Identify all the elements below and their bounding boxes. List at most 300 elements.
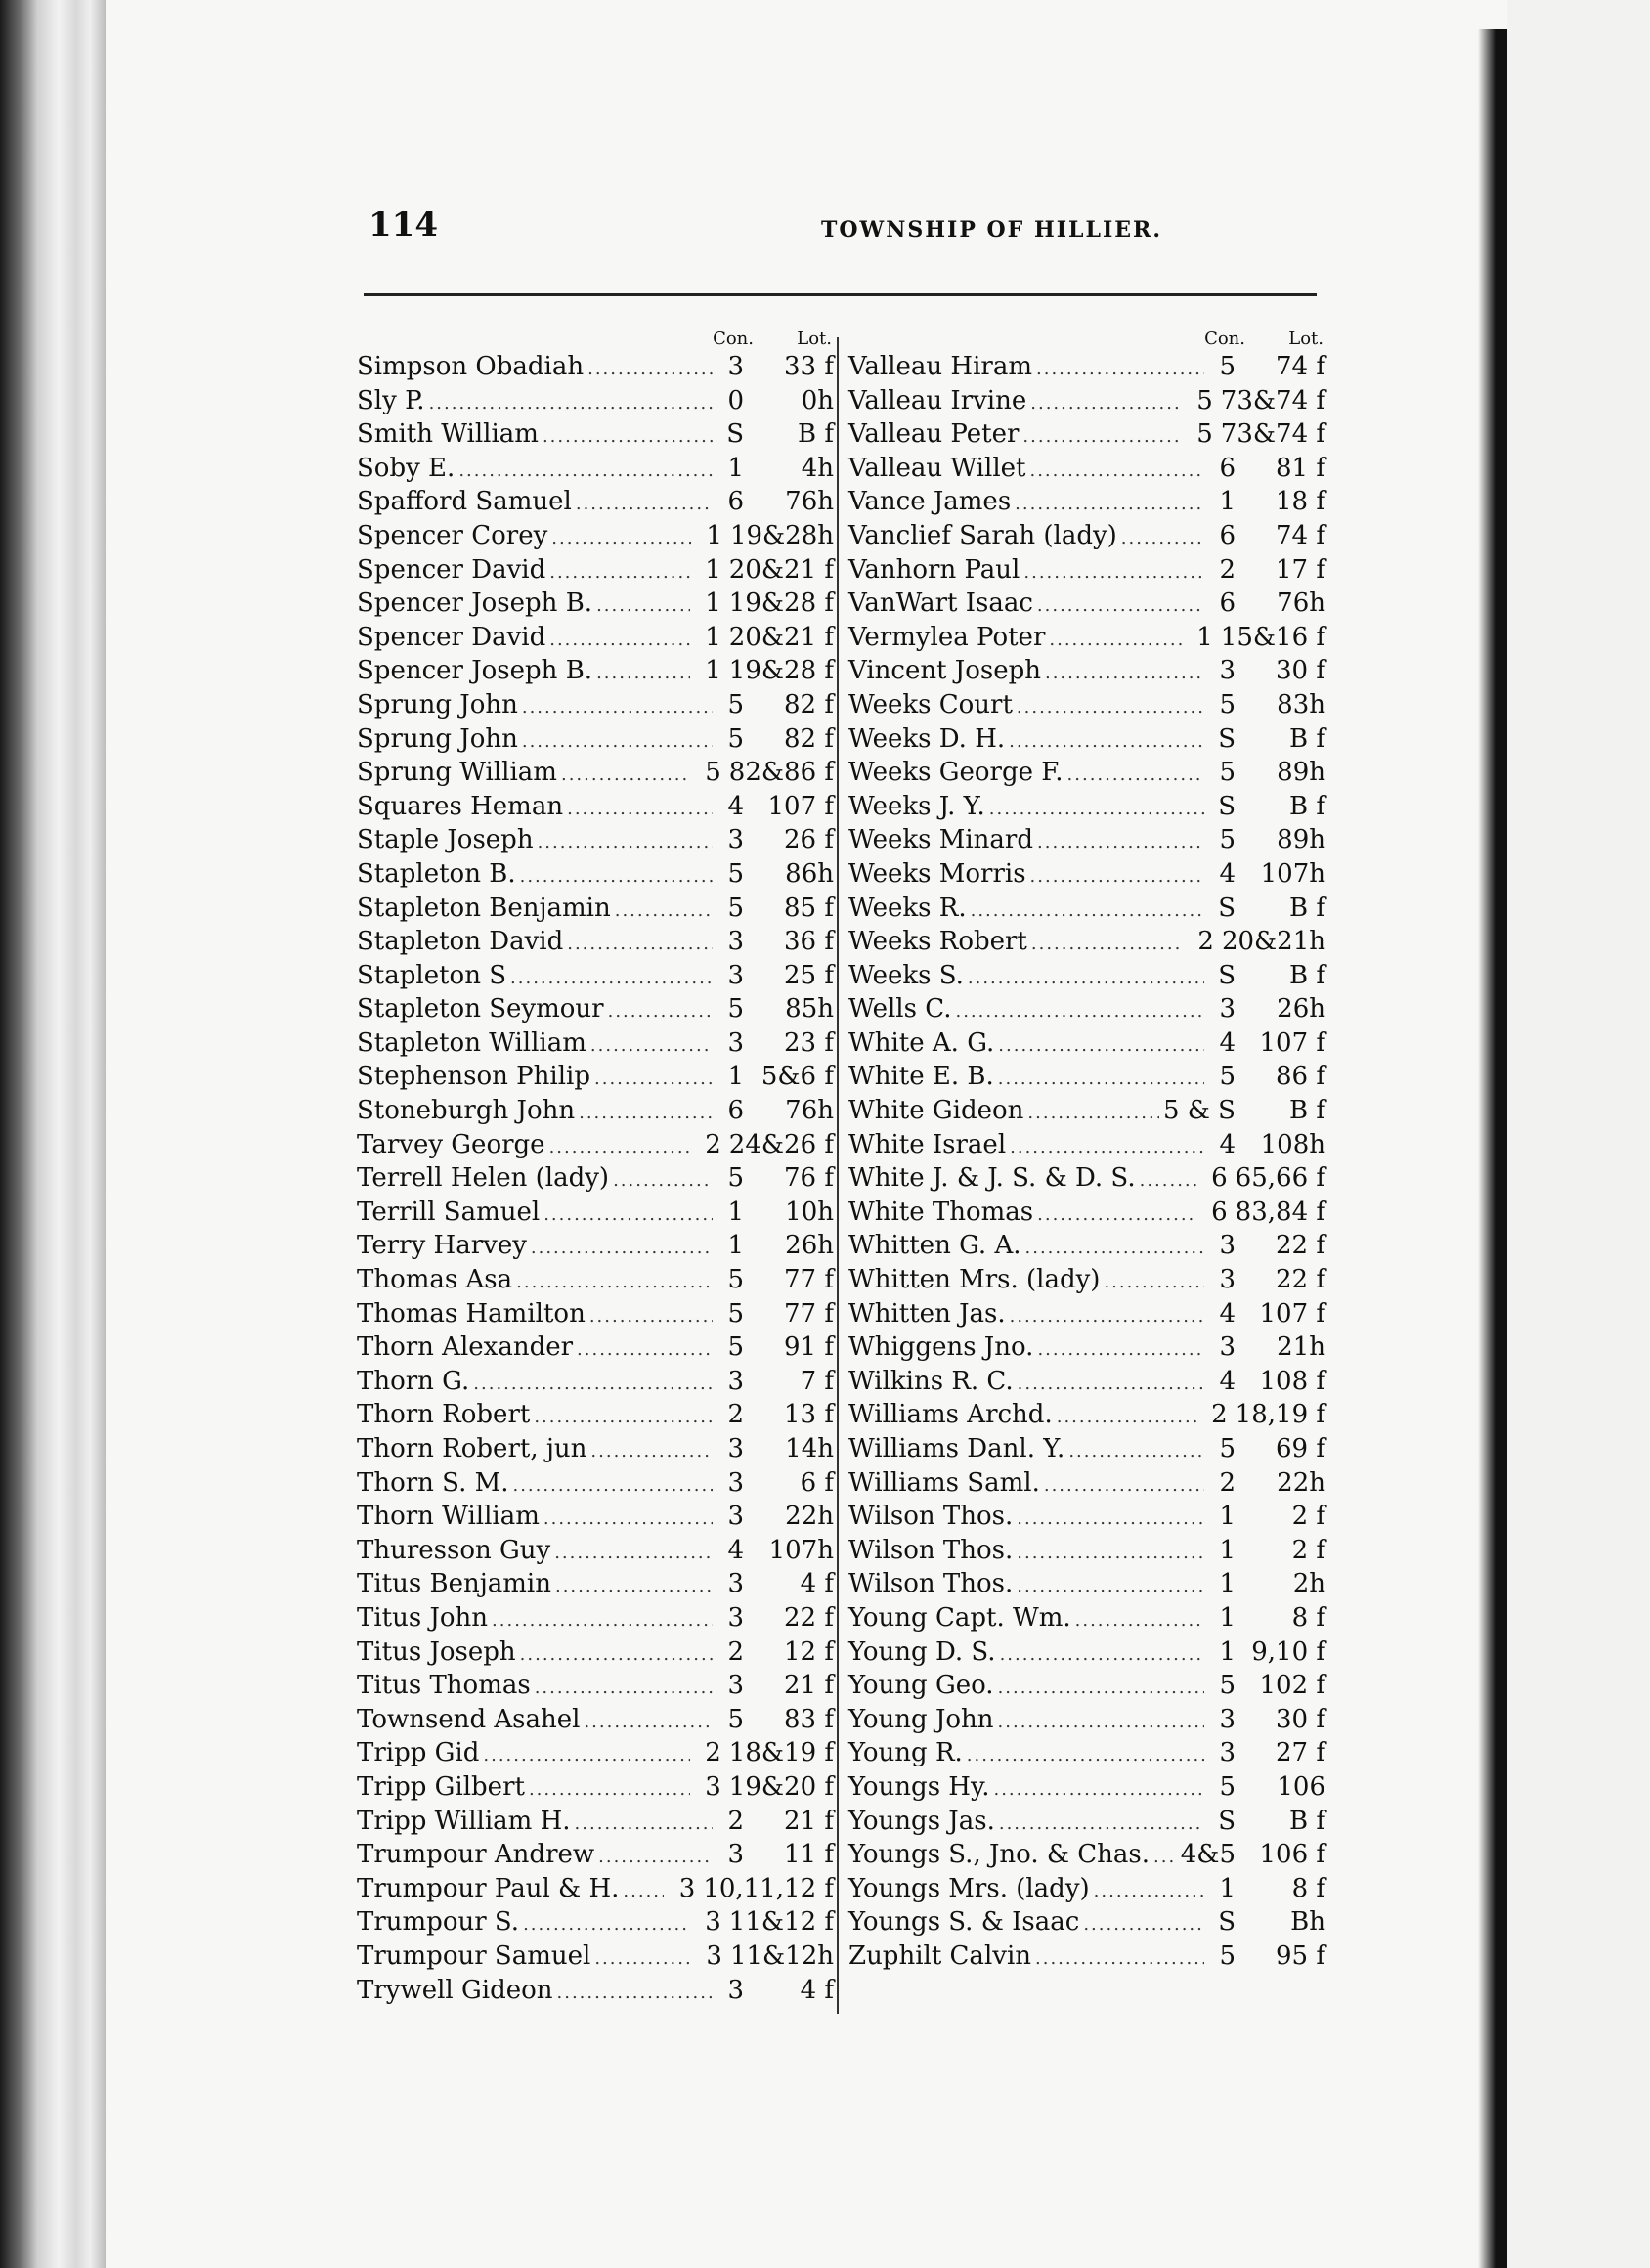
entry-name: White Gideon <box>848 1096 1024 1126</box>
entry-name: Spencer Joseph B. <box>357 656 593 686</box>
leader-dots <box>1067 759 1204 793</box>
entry-concession: 3 <box>1219 1332 1236 1363</box>
list-item <box>848 1703 1325 1737</box>
entry-concession: 3 <box>1219 1704 1236 1734</box>
list-item <box>357 1669 834 1703</box>
entry-name: Sprung John <box>357 689 518 720</box>
leader-dots <box>1009 725 1204 760</box>
entry-name: Stapleton Seymour <box>357 994 604 1025</box>
entry-concession: 6 <box>1211 1163 1228 1194</box>
list-item <box>357 350 834 384</box>
entry-concession: 3 <box>727 1366 744 1396</box>
entry-name: Young Geo. <box>848 1671 994 1701</box>
entry-concession: 5 <box>727 723 744 754</box>
list-item <box>357 857 834 892</box>
entry-concession: 6 <box>1211 1197 1228 1227</box>
leader-dots <box>551 522 691 556</box>
entry-concession: 4 <box>727 791 744 821</box>
entry-concession: 1 <box>727 1197 744 1227</box>
entry-lot: 26h <box>1277 994 1325 1025</box>
list-item <box>357 1736 834 1770</box>
entry-name: Weeks Robert <box>848 927 1027 957</box>
entry-lot: 27 f <box>1276 1738 1325 1768</box>
leader-dots <box>615 894 713 929</box>
list-item <box>848 892 1325 926</box>
entry-concession: 1 <box>1219 1602 1236 1633</box>
list-item <box>848 1669 1325 1703</box>
entry-concession: 3 <box>727 1434 744 1463</box>
entry-lot: 8 f <box>1291 1873 1325 1903</box>
entry-lot: 106 f <box>1259 1840 1325 1870</box>
entry-name: Titus Joseph <box>357 1636 516 1667</box>
list-item <box>848 790 1325 824</box>
entry-concession: 5 <box>727 1163 744 1194</box>
list-item <box>357 452 834 486</box>
entry-concession: 3 <box>727 825 744 855</box>
entry-lot: 18 f <box>1276 487 1325 517</box>
list-item <box>357 621 834 655</box>
entry-name: White Israel <box>848 1129 1007 1159</box>
leader-dots <box>587 353 713 387</box>
entry-lot: 19&28 f <box>728 589 834 619</box>
list-item <box>357 1601 834 1636</box>
page-title: TOWNSHIP OF HILLIER. <box>821 217 1162 242</box>
entry-lot: 89h <box>1277 825 1325 855</box>
leader-dots <box>523 1908 690 1942</box>
leader-dots <box>1035 1942 1204 1977</box>
leader-dots <box>1010 1300 1204 1334</box>
leader-dots <box>1044 1469 1204 1504</box>
entry-concession: 5 & S <box>1162 1096 1236 1126</box>
entry-concession: 5 <box>1196 385 1213 415</box>
entry-concession: 5 <box>727 858 744 889</box>
leader-dots <box>1036 353 1204 387</box>
leader-dots <box>1017 1570 1204 1604</box>
entry-name: Weeks Court <box>848 689 1013 720</box>
list-item <box>848 1297 1325 1331</box>
leader-dots <box>429 387 713 421</box>
entry-lot: 10,11,12 f <box>703 1873 834 1903</box>
entry-concession: 2 <box>1197 927 1214 957</box>
list-item <box>357 1398 834 1432</box>
column-header <box>357 328 834 350</box>
entry-lot: 6 f <box>800 1467 834 1498</box>
entry-lot: 17 f <box>1276 554 1325 585</box>
list-item <box>848 1534 1325 1568</box>
leader-dots <box>598 1841 713 1875</box>
entry-lot: 77 f <box>784 1298 834 1329</box>
entry-concession: 1 <box>727 453 744 483</box>
entry-concession: 1 <box>706 520 722 550</box>
entry-lot: 20&21 f <box>728 622 834 652</box>
entry-lot: B f <box>1289 723 1325 754</box>
list-item <box>848 1432 1325 1466</box>
entry-concession: 5 <box>727 689 744 720</box>
list-item <box>357 1838 834 1872</box>
entry-concession: 5 <box>727 1298 744 1329</box>
entry-name: Youngs Jas. <box>848 1806 995 1836</box>
list-item <box>357 1500 834 1534</box>
entry-name: Titus Benjamin <box>357 1569 551 1599</box>
entry-concession: 4&5 <box>1180 1840 1236 1870</box>
leader-dots <box>554 1537 713 1571</box>
leader-dots <box>998 1063 1204 1097</box>
entry-lot: B f <box>1289 960 1325 990</box>
entry-lot: 5&6 f <box>760 1062 834 1092</box>
list-item <box>357 1196 834 1230</box>
entry-name: Williams Saml. <box>848 1467 1040 1498</box>
entry-name: Young Capt. Wm. <box>848 1602 1071 1633</box>
list-item <box>848 1263 1325 1297</box>
entry-concession: 0 <box>727 385 744 415</box>
entry-lot: 26 f <box>784 825 834 855</box>
leader-dots <box>1049 624 1181 658</box>
entry-concession: S <box>1218 1806 1236 1836</box>
leader-dots <box>567 793 713 827</box>
entry-name: Smith William <box>357 419 539 450</box>
entry-name: Tripp William H. <box>357 1806 571 1836</box>
entry-concession: 3 <box>727 1502 744 1532</box>
list-item <box>357 384 834 418</box>
leader-dots <box>971 894 1204 929</box>
list-item <box>848 1094 1325 1128</box>
header-rule <box>364 293 1317 296</box>
entry-name: Sprung John <box>357 723 518 754</box>
leader-dots <box>1057 1401 1196 1435</box>
entry-concession: 2 <box>705 1738 721 1768</box>
entry-concession: 5 <box>1219 1434 1236 1463</box>
list-item <box>848 959 1325 993</box>
entry-lot: 85 f <box>784 893 834 923</box>
entry-concession: 6 <box>1219 520 1236 550</box>
leader-dots <box>1015 488 1204 522</box>
entry-name: Valleau Hiram <box>848 352 1032 381</box>
entry-lot: 21h <box>1277 1332 1325 1363</box>
entry-concession: 5 <box>705 758 721 788</box>
lot-header: Lot. <box>1288 328 1324 349</box>
leader-dots <box>577 1333 713 1368</box>
left-column <box>357 328 834 2007</box>
list-item <box>848 1466 1325 1501</box>
entry-concession: 3 <box>706 1941 722 1971</box>
leader-dots <box>1037 826 1204 860</box>
entry-concession: 5 <box>727 994 744 1025</box>
entry-name: Thorn William <box>357 1502 540 1532</box>
list-item <box>357 1365 834 1399</box>
entry-lot: 86 f <box>1276 1062 1325 1092</box>
entry-name: Spencer David <box>357 554 546 585</box>
entry-concession: 3 <box>1219 1265 1236 1295</box>
entry-lot: 8 f <box>1291 1602 1325 1633</box>
list-item <box>357 688 834 722</box>
entry-lot: 13 f <box>784 1400 834 1430</box>
right-column <box>848 328 1325 1974</box>
entry-lot: 4 f <box>800 1975 834 2005</box>
con-header: Con. <box>1204 328 1245 349</box>
entry-lot: 74 f <box>1276 520 1325 550</box>
entry-lot: 102 f <box>1259 1671 1325 1701</box>
list-item <box>357 959 834 993</box>
entry-lot: 106 <box>1277 1771 1325 1802</box>
list-item <box>848 1940 1325 1974</box>
list-item <box>848 587 1325 621</box>
entry-lot: 15&16 f <box>1220 622 1325 652</box>
leader-dots <box>1037 1333 1204 1368</box>
entry-lot: B f <box>1289 791 1325 821</box>
leader-dots <box>520 860 713 894</box>
entry-name: Tarvey George <box>357 1129 545 1159</box>
entry-lot: 107 f <box>1259 1027 1325 1058</box>
entry-lot: B f <box>798 419 834 450</box>
list-item <box>357 1905 834 1940</box>
leader-dots <box>579 1097 713 1131</box>
page-number: 114 <box>369 205 438 244</box>
entry-lot: 107 f <box>767 791 834 821</box>
entry-lot: 20&21 f <box>728 554 834 585</box>
entry-concession: 4 <box>1219 1298 1236 1329</box>
leader-dots <box>1068 1435 1204 1469</box>
list-item <box>848 654 1325 688</box>
entry-concession: 3 <box>727 1975 744 2005</box>
leader-dots <box>590 1029 713 1064</box>
leader-dots <box>613 1164 713 1199</box>
entry-name: Stapleton B. <box>357 858 516 889</box>
leader-dots <box>538 826 713 860</box>
list-item <box>848 1128 1325 1162</box>
leader-dots <box>1094 1875 1204 1909</box>
entry-lot: 2h <box>1292 1569 1325 1599</box>
list-item <box>357 1974 834 2008</box>
entry-name: Thorn S. M. <box>357 1467 509 1498</box>
entry-lot: 33 f <box>784 352 834 381</box>
entry-lot: 22 f <box>1276 1231 1325 1261</box>
entry-concession: 4 <box>1219 1366 1236 1396</box>
list-item <box>848 1196 1325 1230</box>
leader-dots <box>594 1942 691 1977</box>
leader-dots <box>1025 1232 1205 1266</box>
entry-name: Trumpour Samuel <box>357 1941 591 1971</box>
entry-name: Trywell Gideon <box>357 1975 553 2005</box>
entry-lot: 107h <box>1260 858 1325 889</box>
leader-dots <box>520 1638 713 1673</box>
entry-name: Zuphilt Calvin <box>848 1941 1032 1971</box>
leader-dots <box>1022 420 1181 455</box>
entry-name: Weeks R. <box>848 893 967 923</box>
entry-name: Stephenson Philip <box>357 1062 591 1092</box>
leader-dots <box>1017 691 1204 725</box>
entry-concession: 1 <box>705 622 721 652</box>
leader-dots <box>522 691 713 725</box>
list-item <box>848 823 1325 857</box>
entry-name: Terrell Helen (lady) <box>357 1163 610 1194</box>
leader-dots <box>1104 1266 1204 1300</box>
entry-lot: 83h <box>1277 689 1325 720</box>
entry-lot: 22h <box>1277 1467 1325 1498</box>
entry-concession: 3 <box>727 1027 744 1058</box>
entry-name: Youngs S., Jno. & Chas. <box>848 1840 1151 1870</box>
entry-concession: 2 <box>705 1129 721 1159</box>
entry-lot: 77 f <box>784 1265 834 1295</box>
entry-name: Trumpour S. <box>357 1907 520 1938</box>
entry-lot: 76h <box>785 1096 834 1126</box>
list-item <box>357 925 834 959</box>
entry-name: White A. G. <box>848 1027 995 1058</box>
list-item <box>357 485 834 519</box>
entry-concession: 3 <box>1219 994 1236 1025</box>
list-item <box>357 1330 834 1365</box>
leader-dots <box>575 1808 713 1842</box>
entry-concession: 6 <box>1219 589 1236 619</box>
entry-concession: 1 <box>1219 487 1236 517</box>
entry-concession: 5 <box>1219 1771 1236 1802</box>
entry-name: Vanclief Sarah (lady) <box>848 520 1117 550</box>
entry-name: Vincent Joseph <box>848 656 1041 686</box>
list-item <box>357 1229 834 1263</box>
leader-dots <box>1027 1097 1159 1131</box>
entry-name: Titus Thomas <box>357 1671 531 1701</box>
entry-lot: 76 f <box>784 1163 834 1194</box>
list-item <box>848 992 1325 1026</box>
entry-name: Young D. S. <box>848 1636 996 1667</box>
entry-concession: 3 <box>1219 1231 1236 1261</box>
list-item <box>848 384 1325 418</box>
leader-dots <box>993 1773 1204 1808</box>
entry-concession: 1 <box>727 1062 744 1092</box>
list-item <box>357 1940 834 1974</box>
list-item <box>848 1736 1325 1770</box>
list-item <box>848 1060 1325 1094</box>
entry-name: Youngs S. & Isaac <box>848 1907 1080 1938</box>
entry-name: Weeks S. <box>848 960 964 990</box>
list-item <box>848 722 1325 757</box>
entry-name: Thorn Robert, jun <box>357 1434 587 1463</box>
book-page-edges <box>0 0 106 2268</box>
entry-name: Staple Joseph <box>357 825 534 855</box>
list-item <box>848 553 1325 588</box>
leader-dots <box>576 488 713 522</box>
entry-name: Vanhorn Paul <box>848 554 1020 585</box>
entry-name: Terrill Samuel <box>357 1197 541 1227</box>
entry-concession: 4 <box>727 1535 744 1565</box>
entry-lot: 76h <box>785 487 834 517</box>
entry-concession: 3 <box>727 1467 744 1498</box>
entry-lot: 19&28h <box>729 520 834 550</box>
entry-concession: 3 <box>705 1907 721 1938</box>
entry-concession: 1 <box>1219 1636 1236 1667</box>
list-item <box>848 1636 1325 1670</box>
list-item <box>357 587 834 621</box>
entry-name: Spencer Joseph B. <box>357 589 593 619</box>
list-item <box>848 688 1325 722</box>
entry-lot: B f <box>1289 1806 1325 1836</box>
entry-lot: 73&74 f <box>1220 385 1325 415</box>
entry-lot: 83 f <box>784 1704 834 1734</box>
entry-name: Stapleton S <box>357 960 507 990</box>
entry-lot: 4 f <box>800 1569 834 1599</box>
entry-name: Young John <box>848 1704 994 1734</box>
list-item <box>357 1872 834 1906</box>
entry-concession: 4 <box>1219 1129 1236 1159</box>
list-item <box>848 1398 1325 1432</box>
entry-lot: 18,19 f <box>1235 1400 1325 1430</box>
entry-lot: 26h <box>785 1231 834 1261</box>
entry-lot: 24&26 f <box>728 1129 834 1159</box>
con-header: Con. <box>713 328 754 349</box>
list-item <box>357 1297 834 1331</box>
list-item <box>357 1128 834 1162</box>
entry-lot: 7 f <box>800 1366 834 1396</box>
entry-lot: 9,10 f <box>1251 1636 1325 1667</box>
entry-concession: 1 <box>1219 1502 1236 1532</box>
page-header <box>259 205 1315 264</box>
leader-dots <box>596 657 690 691</box>
leader-dots <box>998 1029 1204 1064</box>
list-item <box>848 756 1325 790</box>
entry-concession: 1 <box>1219 1569 1236 1599</box>
entry-concession: 5 <box>1219 689 1236 720</box>
entry-name: Terry Harvey <box>357 1231 527 1261</box>
list-item <box>357 1263 834 1297</box>
entry-lot: 11 f <box>784 1840 834 1870</box>
entry-name: Titus John <box>357 1602 489 1633</box>
entry-concession: 3 <box>727 352 744 381</box>
list-item <box>357 1770 834 1805</box>
entry-lot: 81 f <box>1276 453 1325 483</box>
entry-lot: 4h <box>801 453 834 483</box>
entry-concession: S <box>1218 791 1236 821</box>
leader-dots <box>608 995 713 1029</box>
entry-name: Thomas Hamilton <box>357 1298 586 1329</box>
list-item <box>848 1905 1325 1940</box>
entry-lot: 65,66 f <box>1235 1163 1325 1194</box>
list-item <box>848 1229 1325 1263</box>
facing-page-edge <box>1507 0 1650 2268</box>
entry-name: Trumpour Paul & H. <box>357 1873 620 1903</box>
entry-concession: 3 <box>1219 1738 1236 1768</box>
leader-dots <box>1031 928 1183 962</box>
entry-lot: 82 f <box>784 689 834 720</box>
leader-dots <box>594 1063 713 1097</box>
entry-name: Weeks Minard <box>848 825 1033 855</box>
entry-lot: 74 f <box>1276 352 1325 381</box>
list-item <box>357 1094 834 1128</box>
list-item <box>848 1026 1325 1061</box>
entry-concession: 2 <box>727 1636 744 1667</box>
leader-dots <box>555 1570 713 1604</box>
list-item <box>357 1432 834 1466</box>
leader-dots <box>458 455 713 489</box>
entry-concession: 3 <box>727 1602 744 1633</box>
entry-lot: 107h <box>768 1535 834 1565</box>
entry-name: Vermylea Poter <box>848 622 1046 652</box>
list-item <box>357 1060 834 1094</box>
entry-lot: 30 f <box>1276 656 1325 686</box>
entry-concession: S <box>726 419 744 450</box>
leader-dots <box>589 1300 713 1334</box>
entry-lot: 19&28 f <box>728 656 834 686</box>
list-item <box>848 417 1325 452</box>
list-item <box>357 654 834 688</box>
list-item <box>848 925 1325 959</box>
entry-lot: 18&19 f <box>728 1738 834 1768</box>
list-item <box>848 1330 1325 1365</box>
entry-lot: 19&20 f <box>728 1771 834 1802</box>
leader-dots <box>535 1672 713 1706</box>
list-item <box>848 621 1325 655</box>
list-item <box>357 1466 834 1501</box>
entry-lot: 2 f <box>1291 1502 1325 1532</box>
entry-concession: 5 <box>1219 1941 1236 1971</box>
